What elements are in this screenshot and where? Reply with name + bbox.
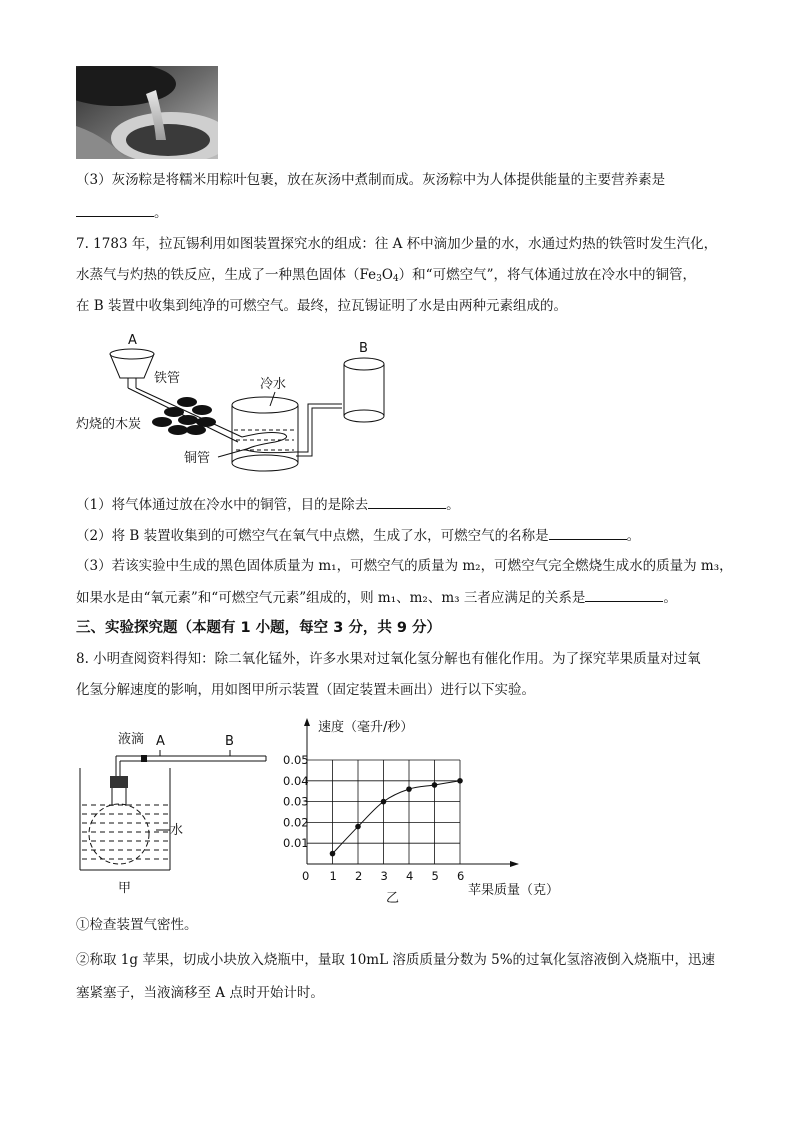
sub: 3 — [376, 274, 382, 284]
q8-line2: 化氢分解速度的影响，用如图甲所示装置（固定装置未画出）进行以下实验。 — [76, 682, 535, 698]
speed-vs-apple-mass-chart — [280, 712, 580, 907]
punct: 。 — [663, 590, 677, 606]
q7-line2-c: ）和“可燃空气”，将气体通过放在冷水中的铜管， — [398, 267, 696, 283]
label-b: B — [225, 734, 234, 749]
answer-blank[interactable] — [585, 587, 663, 602]
data-point — [457, 778, 463, 784]
liquid-drop — [141, 755, 147, 762]
q7-sub1-text: （1）将气体通过放在冷水中的铜管，目的是除去 — [76, 497, 369, 513]
q8-step2-line2: 塞紧塞子，当液滴移至 A 点时开始计时。 — [76, 985, 324, 1001]
q7-sub3-text: 如果水是由“氧元素”和“可燃空气元素”组成的，则 m₁、m₂、m₃ 三者应满足的关系是 — [76, 590, 586, 606]
q7-line2-a: 水蒸气与灼热的铁反应，生成了一种黑色固体（Fe — [76, 267, 377, 283]
y-tick-labels — [283, 753, 309, 850]
q7-line2-b: O — [381, 267, 393, 283]
punct: 。 — [446, 497, 460, 513]
x-tick-label: 5 — [431, 869, 439, 883]
label-water: 水 — [170, 823, 184, 838]
answer-blank[interactable] — [549, 525, 627, 540]
section-3-heading: 三、实验探究题（本题有 1 小题，每空 3 分，共 9 分） — [76, 620, 442, 636]
x-tick-label: 3 — [380, 869, 388, 883]
water-composition-apparatus — [70, 330, 400, 475]
x-tick-label: 1 — [329, 869, 337, 883]
data-point — [355, 824, 361, 830]
sub: 4 — [392, 274, 399, 284]
pouring-photo — [76, 66, 218, 159]
label-copper-tube: 铜管 — [184, 451, 211, 466]
q7-sub1 — [76, 494, 460, 515]
origin-label: 0 — [302, 869, 310, 883]
caption-yi: 乙 — [386, 891, 400, 906]
caption-jia: 甲 — [118, 881, 132, 896]
x-axis-label: 苹果质量（克） — [468, 883, 560, 898]
x-tick-labels — [330, 869, 465, 883]
data-point — [406, 786, 412, 792]
data-point — [432, 782, 438, 788]
figure-jia-apparatus — [70, 712, 275, 902]
y-axis-label: 速度（毫升/秒） — [318, 720, 414, 735]
y-tick-label: 0.03 — [283, 794, 309, 809]
answer-blank[interactable] — [368, 494, 446, 509]
q7-line3: 在 B 装置中收集到纯净的可燃空气。最终，拉瓦锡证明了水是由两种元素组成的。 — [76, 298, 568, 314]
y-tick-label: 0.02 — [283, 815, 309, 830]
q7-sub2 — [76, 525, 640, 546]
q8-step2-line1: ②称取 1g 苹果，切成小块放入烧瓶中，量取 10mL 溶质质量分数为 5%的过氧化氢溶液倒入烧瓶中，迅速 — [76, 952, 716, 968]
q7-sub3-line1: （3）若该实验中生成的黑色固体质量为 m₁，可燃空气的质量为 m₂，可燃空气完全燃烧生成水的质量为 m₃， — [76, 558, 733, 574]
y-tick-label: 0.04 — [283, 773, 309, 788]
label-a: A — [156, 734, 165, 749]
q7-sub3-line2 — [76, 587, 677, 608]
y-axis-arrow — [304, 718, 310, 726]
q8-line1: 8. 小明查阅资料得知：除二氧化锰外，许多水果对过氧化氢分解也有催化作用。为了探究苹果质量对过氧 — [76, 651, 701, 667]
x-tick-label: 2 — [355, 869, 363, 883]
chart-axes — [304, 718, 519, 867]
label-b: B — [359, 341, 368, 356]
q6-part3-text: （3）灰汤粽是将糯米用粽叶包裹，放在灰汤中煮制而成。灰汤粽中为人体提供能量的主要营养素是 — [76, 172, 666, 188]
q7-line1: 7. 1783 年，拉瓦锡利用如图装置探究水的组成：往 A 杯中滴加少量的水，水通过灼热的铁管时发生汽化， — [76, 236, 718, 252]
chart-grid — [307, 760, 460, 864]
label-a: A — [128, 333, 137, 348]
y-tick-label: 0.01 — [283, 836, 309, 851]
label-cold-water: 冷水 — [260, 377, 287, 392]
data-point — [330, 851, 336, 857]
charcoal-pieces — [152, 397, 216, 435]
answer-blank[interactable] — [76, 202, 154, 217]
label-drop: 液滴 — [118, 732, 145, 747]
y-tick-label: 0.05 — [283, 753, 309, 767]
q7-sub2-text: （2）将 B 装置收集到的可燃空气在氧气中点燃，生成了水，可燃空气的名称是 — [76, 528, 549, 544]
data-series-line — [333, 781, 461, 854]
punct: 。 — [626, 528, 641, 544]
x-tick-label: 4 — [406, 869, 414, 883]
x-tick-label: 6 — [457, 869, 465, 883]
x-axis-arrow — [510, 861, 519, 867]
stopper — [110, 776, 128, 788]
data-point — [381, 799, 387, 805]
label-charcoal: 灼烧的木炭 — [76, 417, 142, 432]
label-iron-tube: 铁管 — [154, 371, 181, 386]
data-points — [330, 778, 463, 856]
punct: 。 — [154, 205, 168, 221]
q8-step1: ①检查装置气密性。 — [76, 917, 198, 933]
q7-line2 — [76, 265, 696, 289]
